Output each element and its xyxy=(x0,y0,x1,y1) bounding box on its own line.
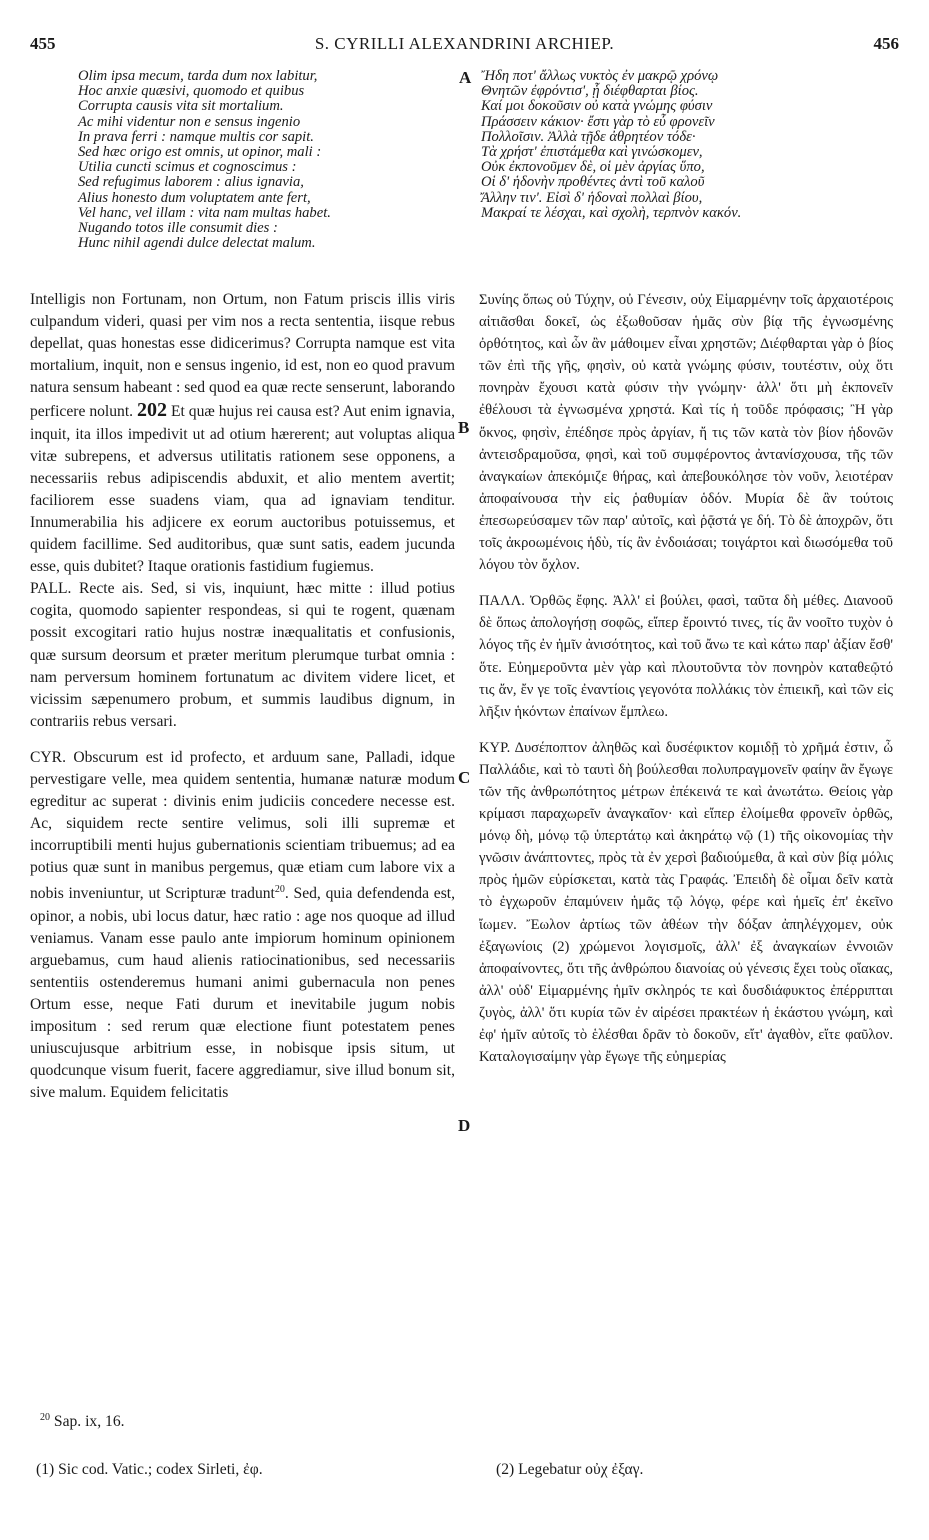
greek-verse xyxy=(481,69,741,221)
page-number-left: 455 xyxy=(30,34,56,53)
page-number-right: 456 xyxy=(873,34,899,53)
latin-text: Intelligis non Fortunam, non Ortum, non Fatum priscis illis viris culpandum videri, quasi per vim nos a recta sententia, iisque rebus depellat, quas honestas esse didicerimus? Corrupta namque est vita mortalium, inquit, non e sensus ingenio, id est, non eo quod pravum natura sensum habeant : sed quod ea quæ recte senserunt, laborando perficere nolunt. xyxy=(30,291,455,421)
verse-line: Πολλοῖσιν. Ἀλλὰ τῇδε ἀθρητέον τόδε· xyxy=(481,128,696,145)
verse-line: Θνητῶν ἐφρόντισ', ᾗ διέφθαρται βίος. xyxy=(481,83,699,100)
page-header xyxy=(30,34,899,56)
greek-text: τῆς οἰκονομίας τὴν γνῶσιν ἀνάπτοντες, πρὸς τὰ ἐν χερσὶ βαδιούμεθα, ἃ καὶ σὺν βίᾳ μόλις πρὸς ἡμῶν εὑρίσκεται, κατὰ τὰς Γραφάς. Ἐπειδὴ δὲ οἶμαι δεῖν κατὰ τὸ ἐγχωροῦν ἐπαμύνειν ἡμᾶς τῷ λόγῳ, φέρε καὶ ἡμεῖς ἐπ' ἐκεῖνο ἴωμεν. Ἔωλον ἀρτίως τῶν ἀθέων τὴν δόξαν ἀπηλέγχομεν, οὐκ ἐξαγωνίοις xyxy=(479,828,893,955)
verse-line: Sed refugimus laborem : alius ignavia, xyxy=(78,174,304,191)
footnote-ref: (1) xyxy=(757,828,775,845)
footnote-text: Sap. ix, 16. xyxy=(53,1413,125,1431)
verse-line: Ἄλλην τιν'. Εἰσὶ δ' ἡδοναὶ πολλαὶ βίου, xyxy=(481,189,703,206)
greek-paragraph xyxy=(479,737,893,1068)
verse-line: In prava ferri : namque multis cor sapit. xyxy=(78,128,314,145)
margin-marker-a: A xyxy=(459,68,472,87)
greek-column xyxy=(479,289,893,1068)
verse-line: Corrupta causis vita sit mortalium. xyxy=(78,98,284,115)
footnote-ref: 20 xyxy=(274,884,285,896)
verse-line: Utilia cuncti scimus et cognoscimus : xyxy=(78,159,297,176)
verse-line: Vel hanc, vel illam : vita nam multas habet. xyxy=(78,204,331,221)
verse-line: Alius honesto dum voluptatem ante fert, xyxy=(78,189,311,206)
latin-paragraph xyxy=(30,747,455,1105)
speaker-label: ΠΑΛΛ. xyxy=(479,593,525,610)
running-title: S. CYRILLI ALEXANDRINI ARCHIEP. xyxy=(314,34,615,53)
verse-line: Hunc nihil agendi dulce delectat malum. xyxy=(78,235,316,252)
latin-text: Obscurum est id profecto, et arduum sane, Palladi, idque pervestigare velle, mea quidem sententia, humanæ naturæ modum egreditur ac superat : divinis enim judiciis concedere necesse est. Ac, siquidem recte sentire velimus, soli illi supremæ et incorruptibili menti hujus gubernationis scientiam tribuemus; ad ea potius quæ sunt in manibus pergemus, quæ etiam cum labore vix a nobis inveniuntur, ut Scripturæ tradunt xyxy=(30,748,455,903)
latin-text: Et quæ hujus rei causa est? Aut enim ignavia, inquit, ita illos impedivit ut ad otium hærerent; aut voluptas aliqua vitæ subrepens, et adversus utilitatis rationem sese opponens, a necessariis rebus adipiscendis abduxit, et alio mentem avertit; faciliorem esse suadens viam, qua ad ignaviam tenditur. Innumerabilia his adjicere ex eorum auctoribus potuissemus, et quidem facillime. Sed auditoribus, quæ sunt satis, eadem jucunda esse, quis dubitet? Itaque orationis fastidium fugiemus. xyxy=(30,403,455,576)
margin-page-number: 202 xyxy=(137,399,168,422)
verse-line: Nugando totos ille consumit dies : xyxy=(78,220,278,237)
verse-line: Sed hæc origo est omnis, ut opinor, mali : xyxy=(78,144,322,161)
latin-column xyxy=(30,289,455,1105)
footnote-2: (2) Legebatur οὐχ ἐξαγ. xyxy=(496,1461,644,1478)
speaker-label: PALL. xyxy=(30,580,72,598)
verse-line: Οὐκ ἐκπονοῦμεν δὲ, οἱ μὲν ἀργίας ὕπο, xyxy=(481,159,705,176)
verse-line: Τὰ χρήστ' ἐπιστάμεθα καὶ γινώσκομεν, xyxy=(481,144,703,161)
latin-paragraph xyxy=(30,578,455,733)
verse-line: Καί μοι δοκοῦσιν οὐ κατὰ γνώμης φύσιν xyxy=(481,98,713,115)
greek-paragraph xyxy=(479,289,893,576)
latin-paragraph xyxy=(30,289,455,578)
footnote-20 xyxy=(40,1412,125,1431)
margin-marker-c: C xyxy=(458,768,471,787)
greek-text: Συνίης ὅπως οὐ Τύχην, οὐ Γένεσιν, οὐχ Εἱμαρμένην τοῖς ἀρχαιοτέροις αἰτιᾶσθαι δοκεῖ, ὡς ἐξωθοῦσαν ἡμᾶς σὺν βίᾳ τῆς ἐγνωσμένης ὀρθότητος, καὶ ὧν ἂν μάθοιμεν εἶναι χρηστῶν; Διέφθαρται γὰρ ὁ βίος τῶν ἐπὶ τῆς γῆς, φησὶν, οὐ κατὰ γνώμης φύσιν, τουτέστιν, οὐχ ὅτι πονηρὰν ἔχουσι κατὰ φύσιν τὴν γνώμην· ἀλλ' ὅτι μὴ ἐκπονεῖν ἐθέλουσι τὰ ἐγνωσμένα χρηστά. Καὶ τίς ἡ τοῦδε πρόφασις; Ἢ γὰρ ὄκνος, φησὶν, ἐπέδησε πρὸς ἀργίαν, ἤ τις τῶν κατὰ τὸν βίον ἡδονῶν ἀντεισδραμοῦσα, φησὶ, καὶ τοῦ συμφέροντος ἀντανίσχουσα, τῆς τῶν ἀναγκαίων ἀπεκόμιζε θήρας, καὶ ἀπεβουκόλησε τὸν νοῦν, λειοτέραν ἀποφαίνουσα τὴν εἰς ῥαθυμίαν ὁδόν. Μυρία δὲ ἂν τούτοις ἐπεσωρεύσαμεν τῶν παρ' αὐτοῖς, καὶ ῥᾷστά γε δή. Τὸ δὲ ἀποχρῶν, ὅτι τοῖς ἀκροωμένοις ἡδὺ, τίς ἂν ἐνδοιάσαι; τοιγάρτοι καὶ διωσόμεθα τοῦ λόγου τὸν ὄχλον. xyxy=(479,292,893,574)
verse-line: Hoc anxie quæsivi, quomodo et quibus xyxy=(78,83,305,100)
greek-paragraph xyxy=(479,590,893,723)
margin-marker-d: D xyxy=(458,1116,471,1135)
greek-text: χρώμενοι λογισμοῖς, ἀλλ' ἐξ ἀναγκαίων ἐννοιῶν ἀποφαίνοντες, ὅτι τῆς ἀνθρώπου διανοίας οὐ γένεσις ἔχει τοὺς οἴακας, ἀλλ' οὐδ' Εἱμαρμένης ἡμῖν σκληρός τε καὶ δυσδιάφυκτος ἐπέρριπται ζυγὸς, ἀλλ' ὅτι κυρία τῶν ἐν αἱρέσει πρακτέων ἡ ἑκάστου γνώμη, καὶ ἐφ' ἡμῖν αὐτοῖς τὸ ἑλέσθαι δρᾶν τὸ δοκοῦν, εἴτ' ἀγαθὸν, εἴτε φαῦλον. Καταλογισαίμην γὰρ ἔγωγε τῆς εὐημερίας xyxy=(479,938,894,1066)
footnote-ref: (2) xyxy=(552,938,570,955)
verse-line: Πράσσειν κάκιον· ἔστι γὰρ τὸ εὖ φρονεῖν xyxy=(481,113,715,130)
speaker-label: ΚΥΡ. xyxy=(479,739,511,756)
verse-line: Μακραί τε λέσχαι, καὶ σχολὴ, τερπνὸν κακόν. xyxy=(481,204,742,221)
latin-verse xyxy=(78,69,331,251)
verse-line: Οἱ δ' ἡδονὴν προθέντες ἀντὶ τοῦ καλοῦ xyxy=(481,174,705,191)
verse-line: Ἤδη ποτ' ἄλλως νυκτὸς ἐν μακρῷ χρόνῳ xyxy=(481,68,719,84)
greek-text: Δυσέποπτον ἀληθῶς καὶ δυσέφικτον κομιδῇ τὸ χρῆμά ἐστιν, ὦ Παλλάδιε, καὶ τὸ ταυτὶ δὴ βούλεσθαι πολυπραγμονεῖν φαίην ἂν ἔγωγε τῶν τῆς ἀνθρωπότητος μέτρων ἐπέκεινά τε καὶ ἀνωτάτω. Θείοις γὰρ κρίμασι παραχωρεῖν ἀναγκαῖον· καὶ εἴπερ ἐλοίμεθα φρονεῖν ὀρθῶς, μόνῳ δὴ, μόνῳ τῷ ὑπερτάτῳ καὶ ἀκηράτῳ νῷ xyxy=(479,739,894,845)
verse-line: Olim ipsa mecum, tarda dum nox labitur, xyxy=(78,68,318,84)
footnote-1: (1) Sic cod. Vatic.; codex Sirleti, ἐφ. xyxy=(36,1461,263,1478)
speaker-label: CYR. xyxy=(30,748,66,766)
footnote-mark: 20 xyxy=(40,1412,50,1423)
greek-text: Ὀρθῶς ἔφης. Ἀλλ' εἰ βούλει, φασὶ, ταῦτα δὴ μέθες. Διανοοῦ δὲ ὅπως ἀπολογήσῃ σοφῶς, εἴπερ ἔροιντό τινες, τίς ἂν νοοῖτο τυχὸν ὁ λόγος τῆς ἐν ἡμῖν ἀνισότητος, καὶ τοῦ ἄνω τε καὶ κάτω παρ' ἀξίαν ἔσθ' ὅτε. Εὐημεροῦντα μὲν γὰρ καὶ πλουτοῦντα τὸν πονηρὸν καταθεῷτό τις ἄν, ἔν γε τοῖς ἐναντίοις γεγονότα πολλάκις τὸν ἐπιεικῆ, καὶ τῶν εἰς λῆξιν ἡκόντων ἐπαίνων ἔμπλεω. xyxy=(479,593,893,720)
margin-marker-b: B xyxy=(458,418,470,437)
latin-text: . Sed, quia defendenda est, opinor, a nobis, ubi locus datur, hæc ratio : age nos quoque ad illud veniamus. Vanam esse paulo ante impiorum hominum opinionem arguebamus, cum haud alienis ratiocinationibus, sed necessariis sententiis ostenderemus humani animi gubernacula non penes Ortum esse, neque Fati durum et inevitabile jugum nobis impositum : sed rerum quæ electione fiunt potestatem penes uniuscujusque arbitrium esse, in nobisque ipsis situm, ut quodcunque visum fuerit, facere aggrediamur, sive illud bonum sit, sive malum. Equidem felicitatis xyxy=(30,885,455,1102)
verse-line: Ac mihi videntur non e sensus ingenio xyxy=(78,113,301,130)
latin-text: Recte ais. Sed, si vis, inquiunt, hæc mitte : illud potius cogita, quomodo sapienter respondeas, si qui te rogent, quænam possit excogitari ratio hujus nostræ inæqualitatis et confusionis, quæ sursum deorsum et præter meritum plerumque turbat omnia : nam perversum hominem fortunatum ac divitem videre licet, et vicissim sæpenumero probum, et summis laudibus dignum, in contrariis rebus versari. xyxy=(30,580,455,730)
